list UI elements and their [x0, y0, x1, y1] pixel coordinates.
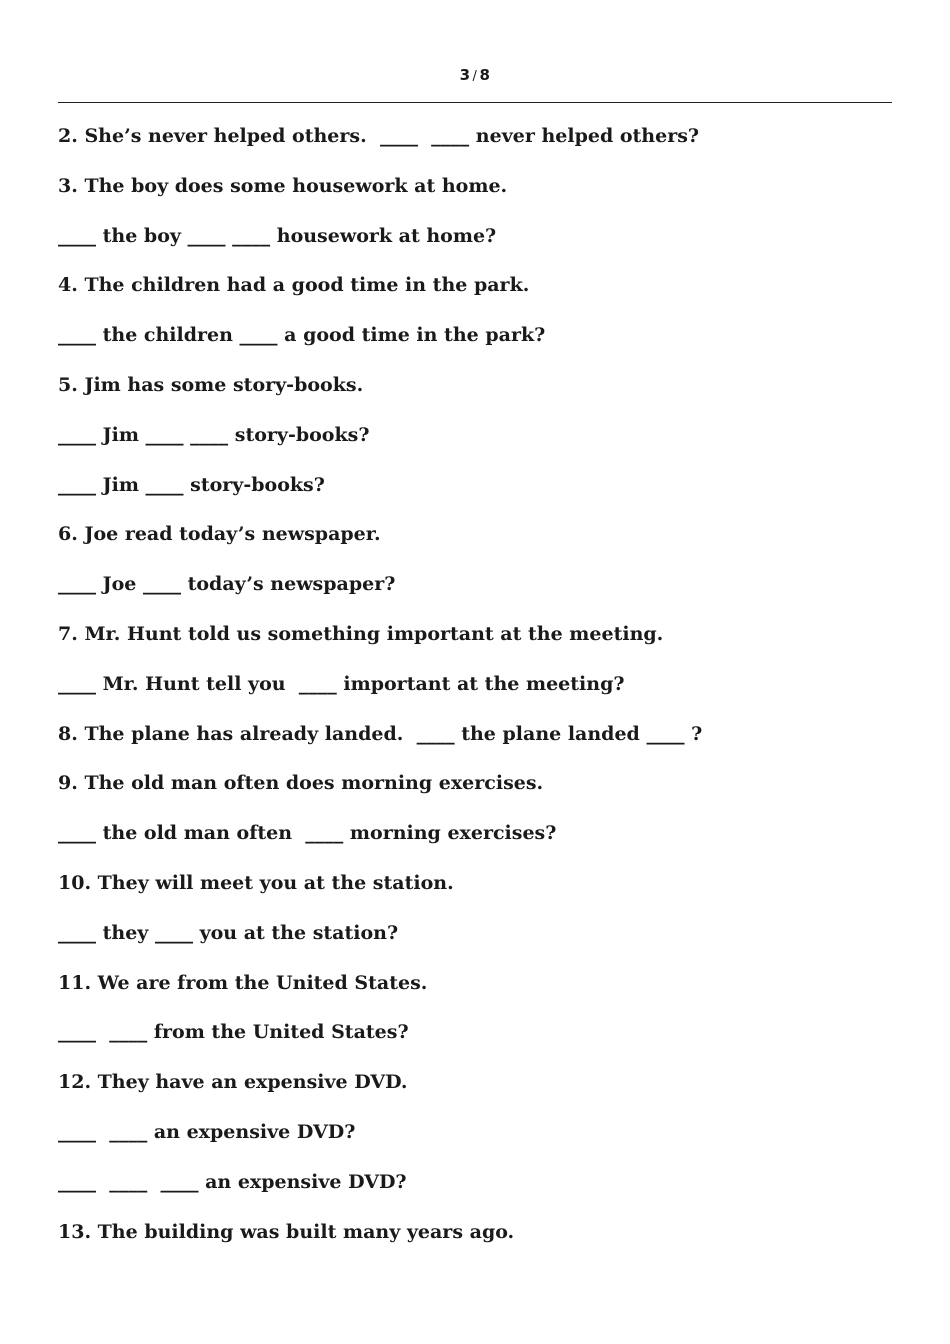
header-divider [58, 102, 892, 103]
exercise-list [58, 118, 908, 1263]
exercise-line: ____ the children ____ a good time in the park? [58, 324, 546, 347]
exercise-line: 13. The building was built many years ago. [58, 1220, 515, 1243]
exercise-line: ____ the boy ____ ____ housework at home? [58, 224, 497, 247]
exercise-line: ____ the old man often ____ morning exercises? [58, 822, 557, 845]
exercise-line: 8. The plane has already landed. ____ the plane landed ____ ? [58, 722, 703, 745]
exercise-line: 11. We are from the United States. [58, 971, 428, 994]
exercise-line: 7. Mr. Hunt told us something important at the meeting. [58, 622, 664, 645]
exercise-line: 4. The children had a good time in the park. [58, 274, 530, 297]
page-number [0, 66, 950, 84]
exercise-line: 3. The boy does some housework at home. [58, 174, 508, 197]
exercise-line: ____ Joe ____ today’s newspaper? [58, 573, 396, 596]
exercise-line: ____ ____ from the United States? [58, 1021, 409, 1044]
exercise-line: 12. They have an expensive DVD. [58, 1071, 408, 1094]
page-total: 8 [479, 66, 491, 84]
exercise-line: ____ ____ an expensive DVD? [58, 1120, 356, 1143]
exercise-line: 5. Jim has some story-books. [58, 373, 364, 396]
page-separator: / [472, 69, 478, 84]
exercise-line: ____ Jim ____ story-books? [58, 473, 325, 496]
exercise-line: ____ Mr. Hunt tell you ____ important at the meeting? [58, 672, 625, 695]
exercise-line: 10. They will meet you at the station. [58, 871, 454, 894]
exercise-line: ____ they ____ you at the station? [58, 921, 399, 944]
exercise-line: ____ ____ ____ an expensive DVD? [58, 1170, 407, 1193]
exercise-line: 6. Joe read today’s newspaper. [58, 523, 381, 546]
page-current: 3 [459, 66, 471, 84]
exercise-line: ____ Jim ____ ____ story-books? [58, 423, 370, 446]
exercise-line: 9. The old man often does morning exercises. [58, 772, 544, 795]
exercise-line: 2. She’s never helped others. ____ ____ never helped others? [58, 125, 700, 147]
